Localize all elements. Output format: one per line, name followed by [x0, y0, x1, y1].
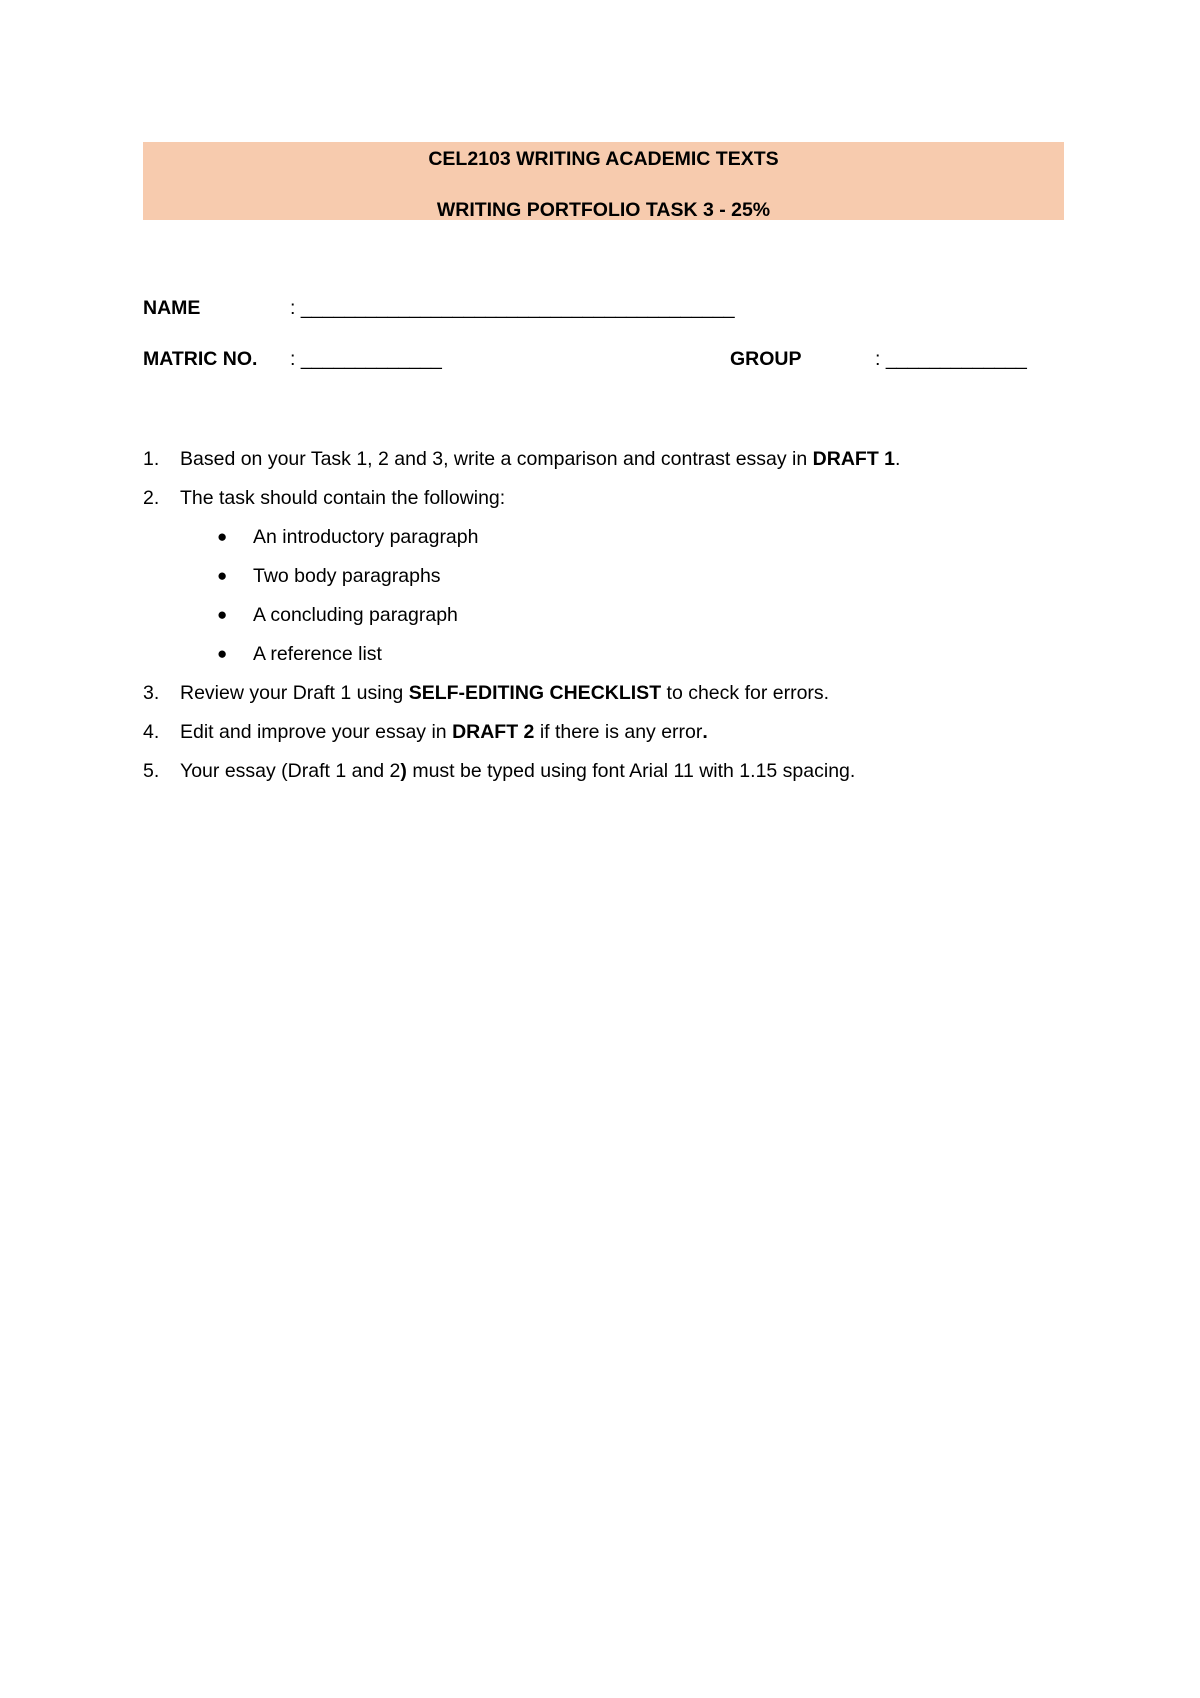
item-text: Your essay (Draft 1 and 2) must be typed using font Arial 11 with 1.15 spacing.	[180, 760, 856, 782]
bullet-icon: ●	[217, 605, 228, 624]
item-number: 3.	[143, 682, 160, 704]
list-item	[143, 719, 1103, 758]
bullet-item	[143, 602, 1103, 641]
name-blank[interactable]: : ________________________________________	[290, 297, 735, 319]
bullet-icon: ●	[217, 644, 228, 663]
task-title: WRITING PORTFOLIO TASK 3 - 25%	[436, 199, 771, 221]
name-field-row	[143, 295, 843, 325]
item-number: 2.	[143, 487, 160, 509]
course-title: CEL2103 WRITING ACADEMIC TEXTS	[428, 148, 779, 170]
group-label: GROUP	[730, 348, 802, 370]
name-label: NAME	[143, 297, 201, 319]
item-number: 4.	[143, 721, 160, 743]
item-number: 5.	[143, 760, 160, 782]
bullet-icon: ●	[217, 527, 228, 546]
list-item	[143, 446, 1103, 485]
bullet-text: A reference list	[253, 643, 382, 665]
bullet-item	[143, 563, 1103, 602]
bullet-text: Two body paragraphs	[253, 565, 441, 587]
item-text: Review your Draft 1 using SELF-EDITING CHECKLIST to check for errors.	[180, 682, 830, 704]
title-banner	[143, 142, 1064, 220]
list-item	[143, 758, 1103, 797]
list-item	[143, 485, 1103, 524]
list-item	[143, 680, 1103, 719]
bullet-text: An introductory paragraph	[253, 526, 479, 548]
bullet-icon: ●	[217, 566, 228, 585]
matric-blank[interactable]: : _____________	[290, 348, 442, 370]
bullet-text: A concluding paragraph	[253, 604, 458, 626]
item-text: Edit and improve your essay in DRAFT 2 if there is any error.	[180, 721, 708, 743]
bullet-item	[143, 641, 1103, 680]
group-blank[interactable]: : _____________	[875, 348, 1027, 370]
bullet-item	[143, 524, 1103, 563]
instructions-list	[143, 446, 1103, 797]
item-text: Based on your Task 1, 2 and 3, write a comparison and contrast essay in DRAFT 1.	[180, 448, 901, 470]
matric-group-row	[143, 346, 1073, 376]
matric-label: MATRIC NO.	[143, 348, 258, 370]
item-number: 1.	[143, 448, 160, 470]
item-text: The task should contain the following:	[180, 487, 506, 509]
